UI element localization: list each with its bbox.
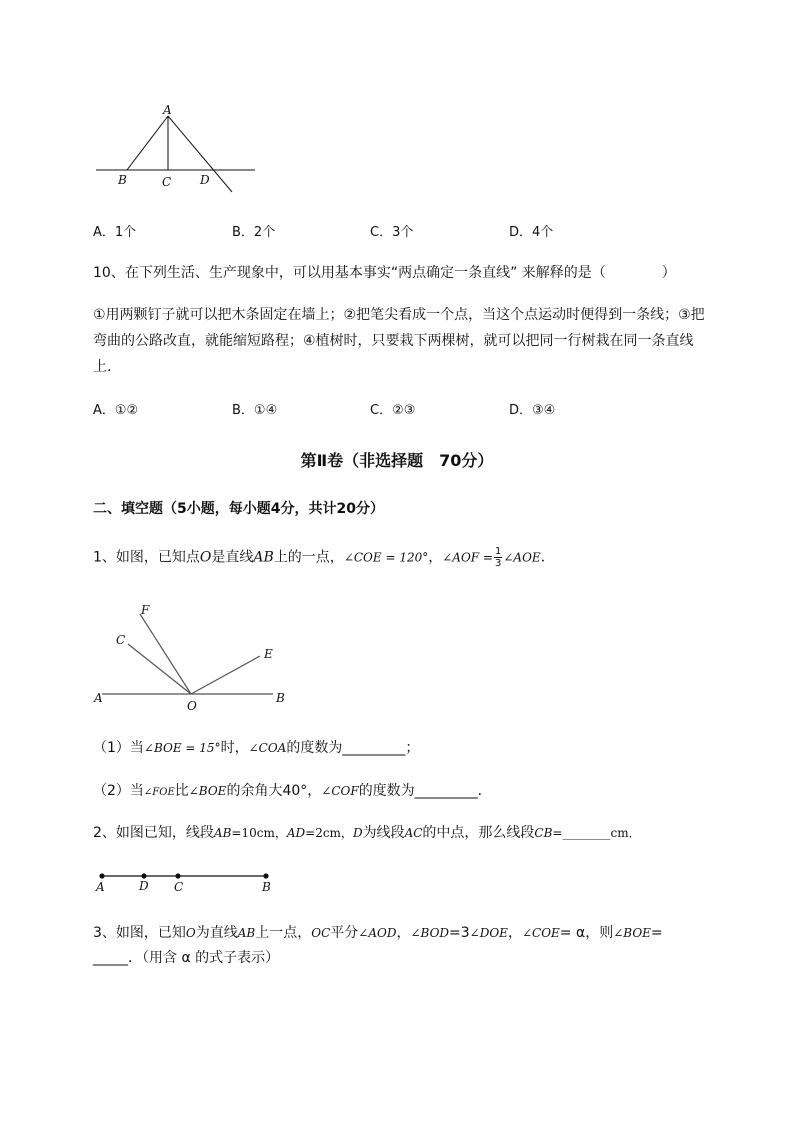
ray-of <box>140 614 191 694</box>
q10-body-line3: 上． <box>93 359 121 375</box>
label-c: C <box>174 880 184 894</box>
q10-body-line2: 弯曲的公路改直，就能缩短路程；④植树时，只要栽下两棵树，就可以把同一行树栽在同一条直线 <box>93 333 694 349</box>
q10-body-line1: ①用两颗钉子就可以把木条固定在墙上；②把笔尖看成一个点，当这个点运动时便得到一条线；③把 <box>93 307 705 323</box>
q9-option-d: D．4个 <box>509 225 554 240</box>
label-c: C <box>116 633 126 647</box>
p1-sub1: （1）当∠BOE = 15°时，∠COA的度数为_________； <box>93 740 420 756</box>
label-b: B <box>118 173 127 187</box>
label-f: F <box>141 603 150 617</box>
p3-line2: _____．（用含 α 的式子表示） <box>93 950 280 966</box>
label-a: A <box>94 691 103 705</box>
label-a: A <box>163 103 172 117</box>
q10-option-c: C．②③ <box>370 403 416 418</box>
label-d: D <box>200 173 210 187</box>
ray-oc <box>128 644 191 694</box>
q9-option-a: A．1个 <box>93 225 137 240</box>
label-b: B <box>262 880 271 894</box>
p2-stem: 2、如图已知，线段AB=10cm，AD=2cm，D为线段AC的中点，那么线段CB=________cm． <box>93 825 641 841</box>
q10-option-d: D．③④ <box>509 403 556 418</box>
p1-sub2: （2）当∠FOE比∠BOE的余角大40°，∠COF的度数为_________． <box>93 783 492 799</box>
label-o: O <box>187 699 197 713</box>
angle-figure <box>90 598 300 716</box>
point-b <box>263 873 268 878</box>
q10-stem: 10、在下列生活、生产现象中，可以用基本事实“两点确定一条直线” 来解释的是（ ） <box>93 265 676 281</box>
label-d: D <box>139 879 149 893</box>
point-c <box>175 873 180 878</box>
q9-option-c: C．3个 <box>370 225 414 240</box>
label-a: A <box>96 880 105 894</box>
ray-oe <box>191 656 260 694</box>
segment-ab <box>127 116 168 170</box>
point-d <box>141 873 146 878</box>
q9-option-b: B．2个 <box>232 225 276 240</box>
label-e: E <box>264 647 273 661</box>
q10-option-a: A．①② <box>93 403 139 418</box>
p1-stem: 1、如图，已知点O是直线AB上的一点，∠COE = 120°，∠AOF = $\frac{1}{3}$ ∠AOE． <box>93 546 555 569</box>
label-b: B <box>276 691 285 705</box>
q10-option-b: B．①④ <box>232 403 278 418</box>
segment-figure <box>90 864 280 896</box>
section-title: 第Ⅱ卷（非选择题 70分） <box>300 451 494 470</box>
part2-heading: 二、填空题（5小题，每小题4分，共计20分） <box>93 501 384 517</box>
point-a <box>99 873 104 878</box>
p3-line1: 3、如图，已知O为直线AB上一点，OC平分∠AOD，∠BOD=3∠DOE，∠COE= α，则∠BOE= <box>93 925 663 941</box>
label-c: C <box>162 175 172 189</box>
triangle-figure <box>90 100 270 200</box>
